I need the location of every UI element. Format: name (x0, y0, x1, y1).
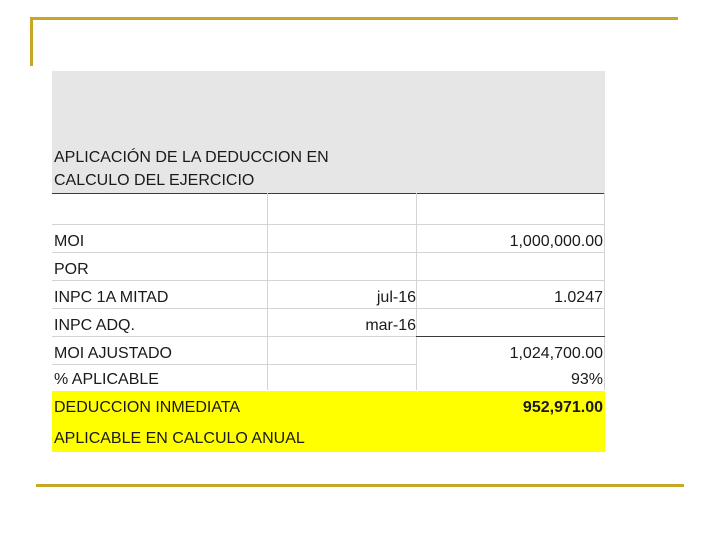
row-label-por: POR (54, 261, 89, 278)
grid-line (52, 364, 417, 365)
row-label-moi-ajustado: MOI AJUSTADO (54, 345, 172, 362)
row-value-inpc-mitad: 1.0247 (554, 289, 603, 306)
grid-line (52, 308, 605, 309)
row-middle-inpc-mitad: jul-16 (376, 289, 416, 306)
row-label-moi: MOI (54, 233, 85, 250)
grid-line (52, 280, 605, 281)
grid-line (416, 193, 417, 390)
header-title-line-2: CALCULO DEL EJERCICIO (54, 172, 255, 189)
header-title-line-1: APLICACIÓN DE LA DEDUCCION EN (54, 149, 329, 166)
row-value-moi-ajustado: 1,024,700.00 (509, 345, 603, 362)
deduction-value: 952,971.00 (522, 399, 603, 416)
row-label-inpc-mitad: INPC 1A MITAD (54, 289, 169, 306)
grid-line (52, 224, 605, 225)
deduction-label-line-2: APLICABLE EN CALCULO ANUAL (54, 430, 305, 447)
header-bottom-border (52, 193, 605, 194)
frame-bottom-line (36, 484, 684, 487)
grid-line (52, 252, 605, 253)
row-value-moi: 1,000,000.00 (509, 233, 603, 250)
deduction-label-line-1: DEDUCCION INMEDIATA (54, 399, 241, 416)
grid-line (267, 193, 268, 390)
grid-line (52, 336, 417, 337)
spreadsheet-table (52, 71, 605, 452)
row-value-aplicable: 93% (570, 371, 603, 388)
frame-top-line (30, 17, 678, 20)
row-middle-inpc-adq: mar-16 (365, 317, 416, 334)
row-label-inpc-adq: INPC ADQ. (54, 317, 135, 334)
value-border (416, 336, 605, 337)
row-label-aplicable: % APLICABLE (54, 371, 159, 388)
grid-line (604, 193, 605, 390)
frame-left-line (30, 17, 33, 66)
